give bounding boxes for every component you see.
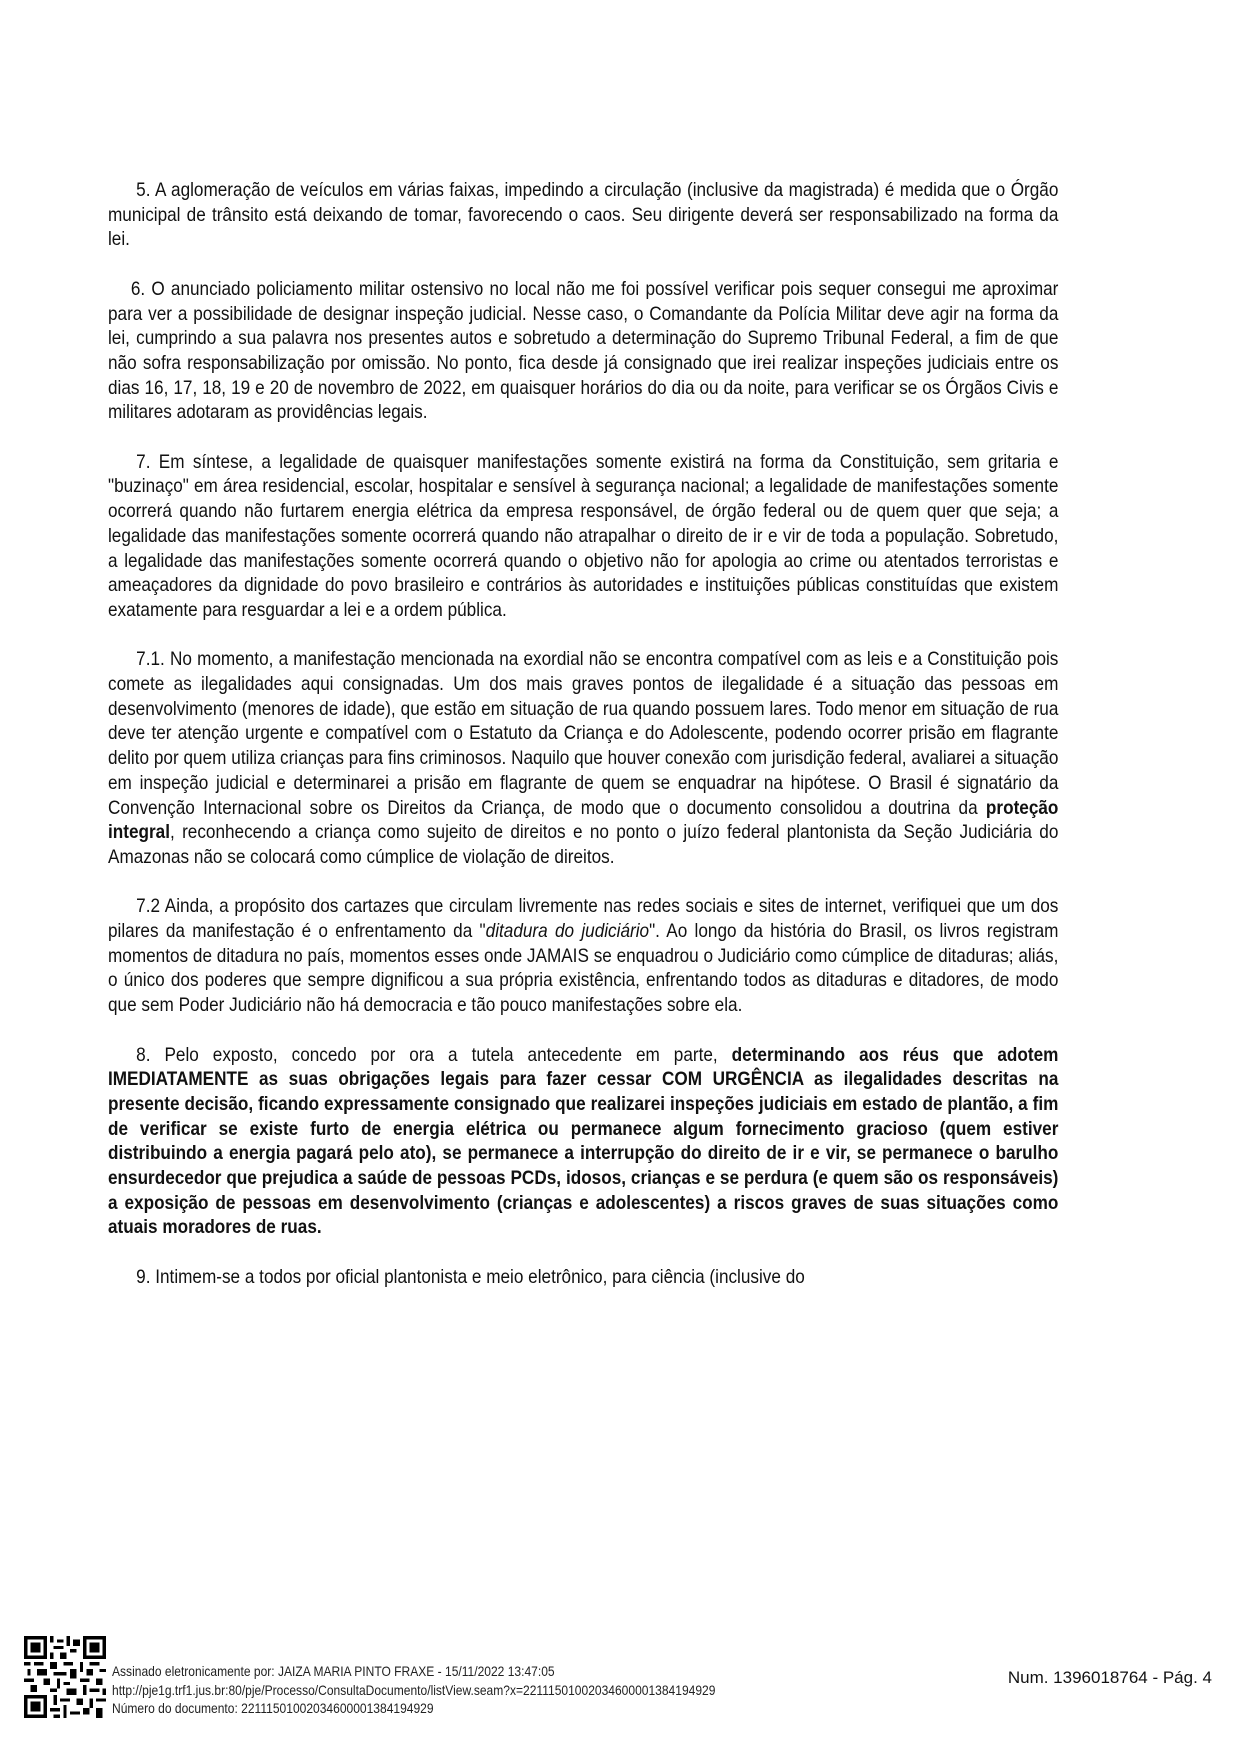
- page-number: Num. 1396018764 - Pág. 4: [1007, 1668, 1212, 1687]
- paragraph-text: 7.2 Ainda, a propósito dos cartazes que circulam livremente nas redes sociais e sites de internet, verifiquei que um dos pilares da manifestação é o enfrentamento da ": [108, 895, 1059, 943]
- paragraph-text: 6. O anunciado policiamento militar ostensivo no local não me foi possível verificar pois sequer consegui me aproximar para ver a possibilidade de designar inspeção judicial. Nesse caso, o Comandante da Polícia Militar deve agir na forma da lei, cumprindo a sua palavra nos presentes autos e sobretudo a determinação do Supremo Tribunal Federal, a fim de que não sofra responsabilização por omissão. No ponto, fica desde já consignado que irei realizar inspeções judiciais entre os dias 16, 17, 18, 19 e 20 de novembro de 2022, em quaisquer horários do dia ou da noite, para verificar se os Órgãos Civis e militares adotaram as providências legais.: [108, 277, 1059, 424]
- document-body: [108, 178, 1058, 1314]
- paragraph-8: [108, 1043, 1058, 1241]
- paragraph-7: [108, 450, 1058, 623]
- paragraph-7-2: [108, 894, 1058, 1018]
- paragraph-7-1: [108, 647, 1058, 869]
- paragraph-text: 7.1. No momento, a manifestação mencionada na exordial não se encontra compatível com as leis e a Constituição pois comete as ilegalidades aqui consignadas. Um dos mais graves pontos de ilegalidade é a situação das pessoas em desenvolvimento (menores de idade), que estão em situação de rua quando possuem lares. Todo menor em situação de rua deve ter atenção urgente e compatível com o Estatuto da Criança e do Adolescente, podendo ocorrer prisão em flagrante delito por quem utiliza crianças para fins criminosos. Naquilo que houver conexão com jurisdição federal, avaliarei a situação em inspeção judicial e determinarei a prisão em flagrante de quem se enquadrar na hipótese. O Brasil é signatário da Convenção Internacional sobre os Direitos da Criança, de modo que o documento consolidou a doutrina da: [108, 648, 1059, 819]
- signature-block: [112, 1662, 872, 1718]
- bold-emphasis: proteção integral: [108, 796, 1059, 844]
- paragraph-text: 8. Pelo exposto, concedo por ora a tutela antecedente em parte,: [136, 1043, 732, 1066]
- bold-emphasis: determinando aos réus que adotem IMEDIATAMENTE as suas obrigações legais para fazer cessar COM URGÊNCIA as ilegalidades descritas na presente decisão, ficando expressamente consignado que realizarei inspeções judiciais em estado de plantão, a fim de verificar se existe furto de energia elétrica ou permanece algum fornecimento gracioso (quem estiver distribuindo a energia pagará pelo ato), se permanece a interrupção do direito de ir e vir, se permanece o barulho ensurdecedor que prejudica a saúde de pessoas PCDs, idosos, crianças e se perdura (e quem são os responsáveis) a exposição de pessoas em desenvolvimento (crianças e adolescentes) a riscos graves de suas situações como atuais moradores de ruas.: [108, 1043, 1059, 1239]
- paragraph-text: 7. Em síntese, a legalidade de quaisquer manifestações somente existirá na forma da Constituição, sem gritaria e "buzinaço" em área residencial, escolar, hospitalar e sensível à segurança nacional; a legalidade de manifestações somente ocorrerá quando não furtarem energia elétrica da empresa responsável, de órgão federal ou de quem quer que seja; a legalidade das manifestações somente ocorrerá quando não atrapalhar o direito de ir e vir de toda a população. Sobretudo, a legalidade das manifestações somente ocorrerá quando o objetivo não for apologia ao crime ou atentados terroristas e ameaçadores da dignidade do povo brasileiro e contrários às autoridades e instituições públicas constituídas que existem exatamente para resguardar a lei e a ordem pública.: [108, 450, 1059, 621]
- paragraph-text: ". Ao longo da história do Brasil, os livros registram momentos de ditadura no país, momentos esses onde JAMAIS se enquadrou o Judiciário como cúmplice de ditaduras; aliás, o único dos poderes que sempre dignificou a sua própria existência, enfrentando todos as ditaduras e ditadores, de modo que sem Poder Judiciário não há democracia e tão pouco manifestações sobre ela.: [108, 920, 1059, 1017]
- qr-code-icon[interactable]: [24, 1636, 106, 1718]
- paragraph-6: [108, 277, 1058, 425]
- signed-by-text: Assinado eletronicamente por: JAIZA MARIA PINTO FRAXE - 15/11/2022 13:47:05: [112, 1663, 555, 1679]
- paragraph-text: 5. A aglomeração de veículos em várias faixas, impedindo a circulação (inclusive da magistrada) é medida que o Órgão municipal de trânsito está deixando de tomar, favorecendo o caos. Seu dirigente deverá ser responsabilizado na forma da lei.: [108, 179, 1059, 251]
- paragraph-text: , reconhecendo a criança como sujeito de direitos e no ponto o juízo federal plantonista da Seção Judiciária do Amazonas não se colocará como cúmplice de violação de direitos.: [108, 821, 1059, 868]
- paragraph-9: [108, 1265, 1058, 1290]
- italic-emphasis: ditadura do judiciário: [485, 920, 650, 943]
- paragraph-text: 9. Intimem-se a todos por oficial plantonista e meio eletrônico, para ciência (inclusive do: [136, 1265, 805, 1288]
- signature-footer: [0, 1630, 1240, 1730]
- paragraph-5: [108, 178, 1058, 252]
- document-number-text: Número do documento: 22111501002034600001384194929: [112, 1700, 434, 1716]
- document-url-link[interactable]: http://pje1g.trf1.jus.br:80/pje/Processo/ConsultaDocumento/listView.seam?x=22111501002034600001384194929: [112, 1681, 716, 1698]
